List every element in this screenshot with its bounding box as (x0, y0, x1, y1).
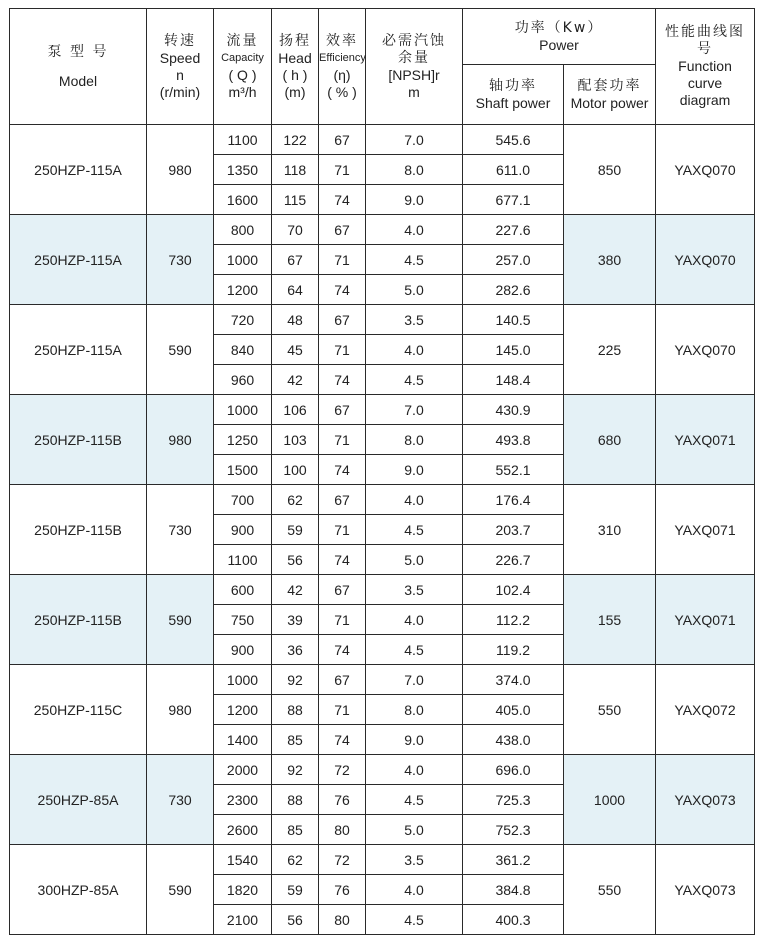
head-cell: 70 (272, 215, 319, 245)
header-power-en: Power (539, 36, 579, 53)
shaft-power-cell: 696.0 (463, 755, 564, 785)
header-npsh (366, 9, 463, 125)
header-npsh-en: [NPSH]r (388, 66, 440, 83)
efficiency-cell: 76 (319, 785, 366, 815)
motor-power-cell: 225 (564, 305, 656, 395)
capacity-cell: 900 (214, 515, 272, 545)
motor-power-cell: 550 (564, 665, 656, 755)
header-speed-zh: 转速 (164, 32, 196, 49)
capacity-cell: 840 (214, 335, 272, 365)
table-row (10, 305, 755, 335)
model-cell: 300HZP-85A (10, 845, 147, 935)
efficiency-cell: 67 (319, 485, 366, 515)
header-speed-unit: (r/min) (159, 83, 201, 100)
header-head-en: Head (278, 49, 312, 66)
npsh-cell: 7.0 (366, 125, 463, 155)
header-model-en: Model (58, 72, 98, 89)
efficiency-cell: 67 (319, 125, 366, 155)
model-cell: 250HZP-85A (10, 755, 147, 845)
header-speed (147, 9, 214, 125)
header-motor-zh: 配套功率 (577, 77, 642, 94)
curve-diagram-cell: YAXQ070 (656, 125, 755, 215)
shaft-power-cell: 282.6 (463, 275, 564, 305)
curve-diagram-cell: YAXQ073 (656, 755, 755, 845)
motor-power-cell: 380 (564, 215, 656, 305)
head-cell: 64 (272, 275, 319, 305)
header-power-zh: 功率（Kw） (514, 19, 604, 36)
header-capacity-unit: m³/h (228, 83, 257, 100)
header-speed-en: Speed (159, 49, 201, 66)
header-capacity-zh: 流量 (226, 32, 259, 49)
npsh-cell: 5.0 (366, 275, 463, 305)
head-cell: 88 (272, 785, 319, 815)
head-cell: 39 (272, 605, 319, 635)
head-cell: 42 (272, 575, 319, 605)
npsh-cell: 4.0 (366, 875, 463, 905)
header-speed-sym: n (176, 66, 184, 83)
head-cell: 62 (272, 845, 319, 875)
header-curve (656, 9, 755, 125)
efficiency-cell: 71 (319, 425, 366, 455)
shaft-power-cell: 145.0 (463, 335, 564, 365)
shaft-power-cell: 545.6 (463, 125, 564, 155)
speed-cell: 730 (147, 215, 214, 305)
efficiency-cell: 67 (319, 665, 366, 695)
curve-diagram-cell: YAXQ071 (656, 575, 755, 665)
head-cell: 100 (272, 455, 319, 485)
npsh-cell: 8.0 (366, 155, 463, 185)
model-cell: 250HZP-115C (10, 665, 147, 755)
efficiency-cell: 74 (319, 275, 366, 305)
curve-diagram-cell: YAXQ072 (656, 665, 755, 755)
head-cell: 59 (272, 875, 319, 905)
npsh-cell: 8.0 (366, 695, 463, 725)
efficiency-cell: 71 (319, 155, 366, 185)
speed-cell: 590 (147, 575, 214, 665)
npsh-cell: 3.5 (366, 845, 463, 875)
capacity-cell: 1350 (214, 155, 272, 185)
efficiency-cell: 67 (319, 215, 366, 245)
capacity-cell: 1400 (214, 725, 272, 755)
efficiency-cell: 67 (319, 305, 366, 335)
head-cell: 115 (272, 185, 319, 215)
head-cell: 92 (272, 755, 319, 785)
shaft-power-cell: 227.6 (463, 215, 564, 245)
efficiency-cell: 74 (319, 455, 366, 485)
capacity-cell: 1200 (214, 275, 272, 305)
header-head-zh: 扬程 (279, 32, 311, 49)
capacity-cell: 720 (214, 305, 272, 335)
speed-cell: 980 (147, 125, 214, 215)
header-curve-zh: 性能曲线图号 (665, 24, 746, 57)
head-cell: 103 (272, 425, 319, 455)
efficiency-cell: 76 (319, 875, 366, 905)
shaft-power-cell: 140.5 (463, 305, 564, 335)
speed-cell: 980 (147, 665, 214, 755)
npsh-cell: 4.5 (366, 905, 463, 935)
header-curve-en2: curve (687, 75, 723, 91)
header-motor-power (564, 65, 656, 125)
efficiency-cell: 71 (319, 515, 366, 545)
npsh-cell: 4.0 (366, 335, 463, 365)
capacity-cell: 750 (214, 605, 272, 635)
speed-cell: 730 (147, 755, 214, 845)
table-row (10, 575, 755, 605)
model-cell: 250HZP-115A (10, 125, 147, 215)
npsh-cell: 3.5 (366, 575, 463, 605)
efficiency-cell: 74 (319, 545, 366, 575)
efficiency-cell: 71 (319, 605, 366, 635)
npsh-cell: 8.0 (366, 425, 463, 455)
model-cell: 250HZP-115B (10, 395, 147, 485)
shaft-power-cell: 405.0 (463, 695, 564, 725)
capacity-cell: 1540 (214, 845, 272, 875)
npsh-cell: 4.0 (366, 215, 463, 245)
npsh-cell: 5.0 (366, 545, 463, 575)
table-row (10, 125, 755, 155)
efficiency-cell: 67 (319, 395, 366, 425)
header-npsh-zh2: 余量 (398, 49, 430, 66)
header-capacity-en: Capacity (221, 51, 264, 64)
model-cell: 250HZP-115B (10, 485, 147, 575)
npsh-cell: 4.5 (366, 245, 463, 275)
shaft-power-cell: 361.2 (463, 845, 564, 875)
head-cell: 36 (272, 635, 319, 665)
capacity-cell: 1820 (214, 875, 272, 905)
header-motor-en: Motor power (570, 94, 649, 111)
npsh-cell: 4.5 (366, 515, 463, 545)
speed-cell: 590 (147, 845, 214, 935)
header-npsh-zh1: 必需汽蚀 (382, 32, 446, 49)
npsh-cell: 5.0 (366, 815, 463, 845)
speed-cell: 730 (147, 485, 214, 575)
motor-power-cell: 310 (564, 485, 656, 575)
header-efficiency-unit: ( % ) (327, 83, 357, 100)
shaft-power-cell: 119.2 (463, 635, 564, 665)
model-cell: 250HZP-115A (10, 305, 147, 395)
shaft-power-cell: 102.4 (463, 575, 564, 605)
efficiency-cell: 80 (319, 815, 366, 845)
efficiency-cell: 80 (319, 905, 366, 935)
head-cell: 62 (272, 485, 319, 515)
shaft-power-cell: 677.1 (463, 185, 564, 215)
header-model-zh: 泵 型 号 (47, 43, 109, 60)
shaft-power-cell: 384.8 (463, 875, 564, 905)
capacity-cell: 960 (214, 365, 272, 395)
shaft-power-cell: 148.4 (463, 365, 564, 395)
header-shaft-power (463, 65, 564, 125)
head-cell: 56 (272, 545, 319, 575)
shaft-power-cell: 430.9 (463, 395, 564, 425)
capacity-cell: 1500 (214, 455, 272, 485)
capacity-cell: 1600 (214, 185, 272, 215)
header-head-unit: (m) (284, 83, 306, 100)
shaft-power-cell: 611.0 (463, 155, 564, 185)
head-cell: 56 (272, 905, 319, 935)
capacity-cell: 2600 (214, 815, 272, 845)
pump-spec-table (9, 8, 755, 935)
capacity-cell: 2100 (214, 905, 272, 935)
model-cell: 250HZP-115B (10, 575, 147, 665)
header-capacity (214, 9, 272, 125)
npsh-cell: 9.0 (366, 455, 463, 485)
header-head (272, 9, 319, 125)
head-cell: 88 (272, 695, 319, 725)
shaft-power-cell: 176.4 (463, 485, 564, 515)
shaft-power-cell: 438.0 (463, 725, 564, 755)
header-efficiency (319, 9, 366, 125)
head-cell: 85 (272, 725, 319, 755)
capacity-cell: 700 (214, 485, 272, 515)
npsh-cell: 4.0 (366, 755, 463, 785)
header-curve-en3: diagram (679, 92, 731, 108)
head-cell: 59 (272, 515, 319, 545)
npsh-cell: 4.0 (366, 485, 463, 515)
head-cell: 45 (272, 335, 319, 365)
header-power (463, 9, 656, 65)
capacity-cell: 600 (214, 575, 272, 605)
shaft-power-cell: 493.8 (463, 425, 564, 455)
efficiency-cell: 74 (319, 185, 366, 215)
header-shaft-en: Shaft power (475, 94, 551, 111)
head-cell: 92 (272, 665, 319, 695)
capacity-cell: 1100 (214, 545, 272, 575)
npsh-cell: 7.0 (366, 665, 463, 695)
capacity-cell: 1000 (214, 245, 272, 275)
shaft-power-cell: 725.3 (463, 785, 564, 815)
npsh-cell: 4.5 (366, 365, 463, 395)
header-shaft-zh: 轴功率 (489, 77, 537, 94)
capacity-cell: 900 (214, 635, 272, 665)
head-cell: 106 (272, 395, 319, 425)
efficiency-cell: 74 (319, 365, 366, 395)
npsh-cell: 4.5 (366, 635, 463, 665)
motor-power-cell: 550 (564, 845, 656, 935)
spec-table-body (10, 125, 755, 935)
shaft-power-cell: 752.3 (463, 815, 564, 845)
efficiency-cell: 74 (319, 635, 366, 665)
shaft-power-cell: 400.3 (463, 905, 564, 935)
shaft-power-cell: 257.0 (463, 245, 564, 275)
table-row (10, 845, 755, 875)
table-row (10, 395, 755, 425)
shaft-power-cell: 203.7 (463, 515, 564, 545)
capacity-cell: 1250 (214, 425, 272, 455)
curve-diagram-cell: YAXQ071 (656, 395, 755, 485)
shaft-power-cell: 226.7 (463, 545, 564, 575)
motor-power-cell: 1000 (564, 755, 656, 845)
capacity-cell: 1200 (214, 695, 272, 725)
capacity-cell: 1000 (214, 395, 272, 425)
shaft-power-cell: 374.0 (463, 665, 564, 695)
model-cell: 250HZP-115A (10, 215, 147, 305)
efficiency-cell: 74 (319, 725, 366, 755)
efficiency-cell: 72 (319, 845, 366, 875)
curve-diagram-cell: YAXQ070 (656, 305, 755, 395)
table-row (10, 665, 755, 695)
npsh-cell: 3.5 (366, 305, 463, 335)
header-efficiency-en: Efficiency (319, 51, 366, 64)
shaft-power-cell: 552.1 (463, 455, 564, 485)
header-npsh-unit: m (408, 83, 420, 100)
capacity-cell: 1000 (214, 665, 272, 695)
table-row (10, 215, 755, 245)
header-efficiency-zh: 效率 (326, 32, 358, 49)
npsh-cell: 9.0 (366, 185, 463, 215)
npsh-cell: 7.0 (366, 395, 463, 425)
header-head-sym: ( h ) (282, 66, 308, 83)
motor-power-cell: 155 (564, 575, 656, 665)
efficiency-cell: 71 (319, 695, 366, 725)
head-cell: 122 (272, 125, 319, 155)
header-capacity-sym: ( Q ) (228, 66, 257, 83)
shaft-power-cell: 112.2 (463, 605, 564, 635)
efficiency-cell: 71 (319, 245, 366, 275)
efficiency-cell: 71 (319, 335, 366, 365)
speed-cell: 980 (147, 395, 214, 485)
head-cell: 118 (272, 155, 319, 185)
table-row (10, 755, 755, 785)
header-curve-en1: Function (678, 58, 732, 74)
head-cell: 85 (272, 815, 319, 845)
head-cell: 48 (272, 305, 319, 335)
npsh-cell: 4.5 (366, 785, 463, 815)
header-efficiency-sym: (η) (333, 66, 351, 83)
npsh-cell: 9.0 (366, 725, 463, 755)
speed-cell: 590 (147, 305, 214, 395)
motor-power-cell: 850 (564, 125, 656, 215)
capacity-cell: 2300 (214, 785, 272, 815)
curve-diagram-cell: YAXQ073 (656, 845, 755, 935)
head-cell: 67 (272, 245, 319, 275)
npsh-cell: 4.0 (366, 605, 463, 635)
curve-diagram-cell: YAXQ071 (656, 485, 755, 575)
efficiency-cell: 67 (319, 575, 366, 605)
efficiency-cell: 72 (319, 755, 366, 785)
table-row (10, 485, 755, 515)
capacity-cell: 1100 (214, 125, 272, 155)
capacity-cell: 800 (214, 215, 272, 245)
capacity-cell: 2000 (214, 755, 272, 785)
curve-diagram-cell: YAXQ070 (656, 215, 755, 305)
header-model (10, 9, 147, 125)
head-cell: 42 (272, 365, 319, 395)
motor-power-cell: 680 (564, 395, 656, 485)
